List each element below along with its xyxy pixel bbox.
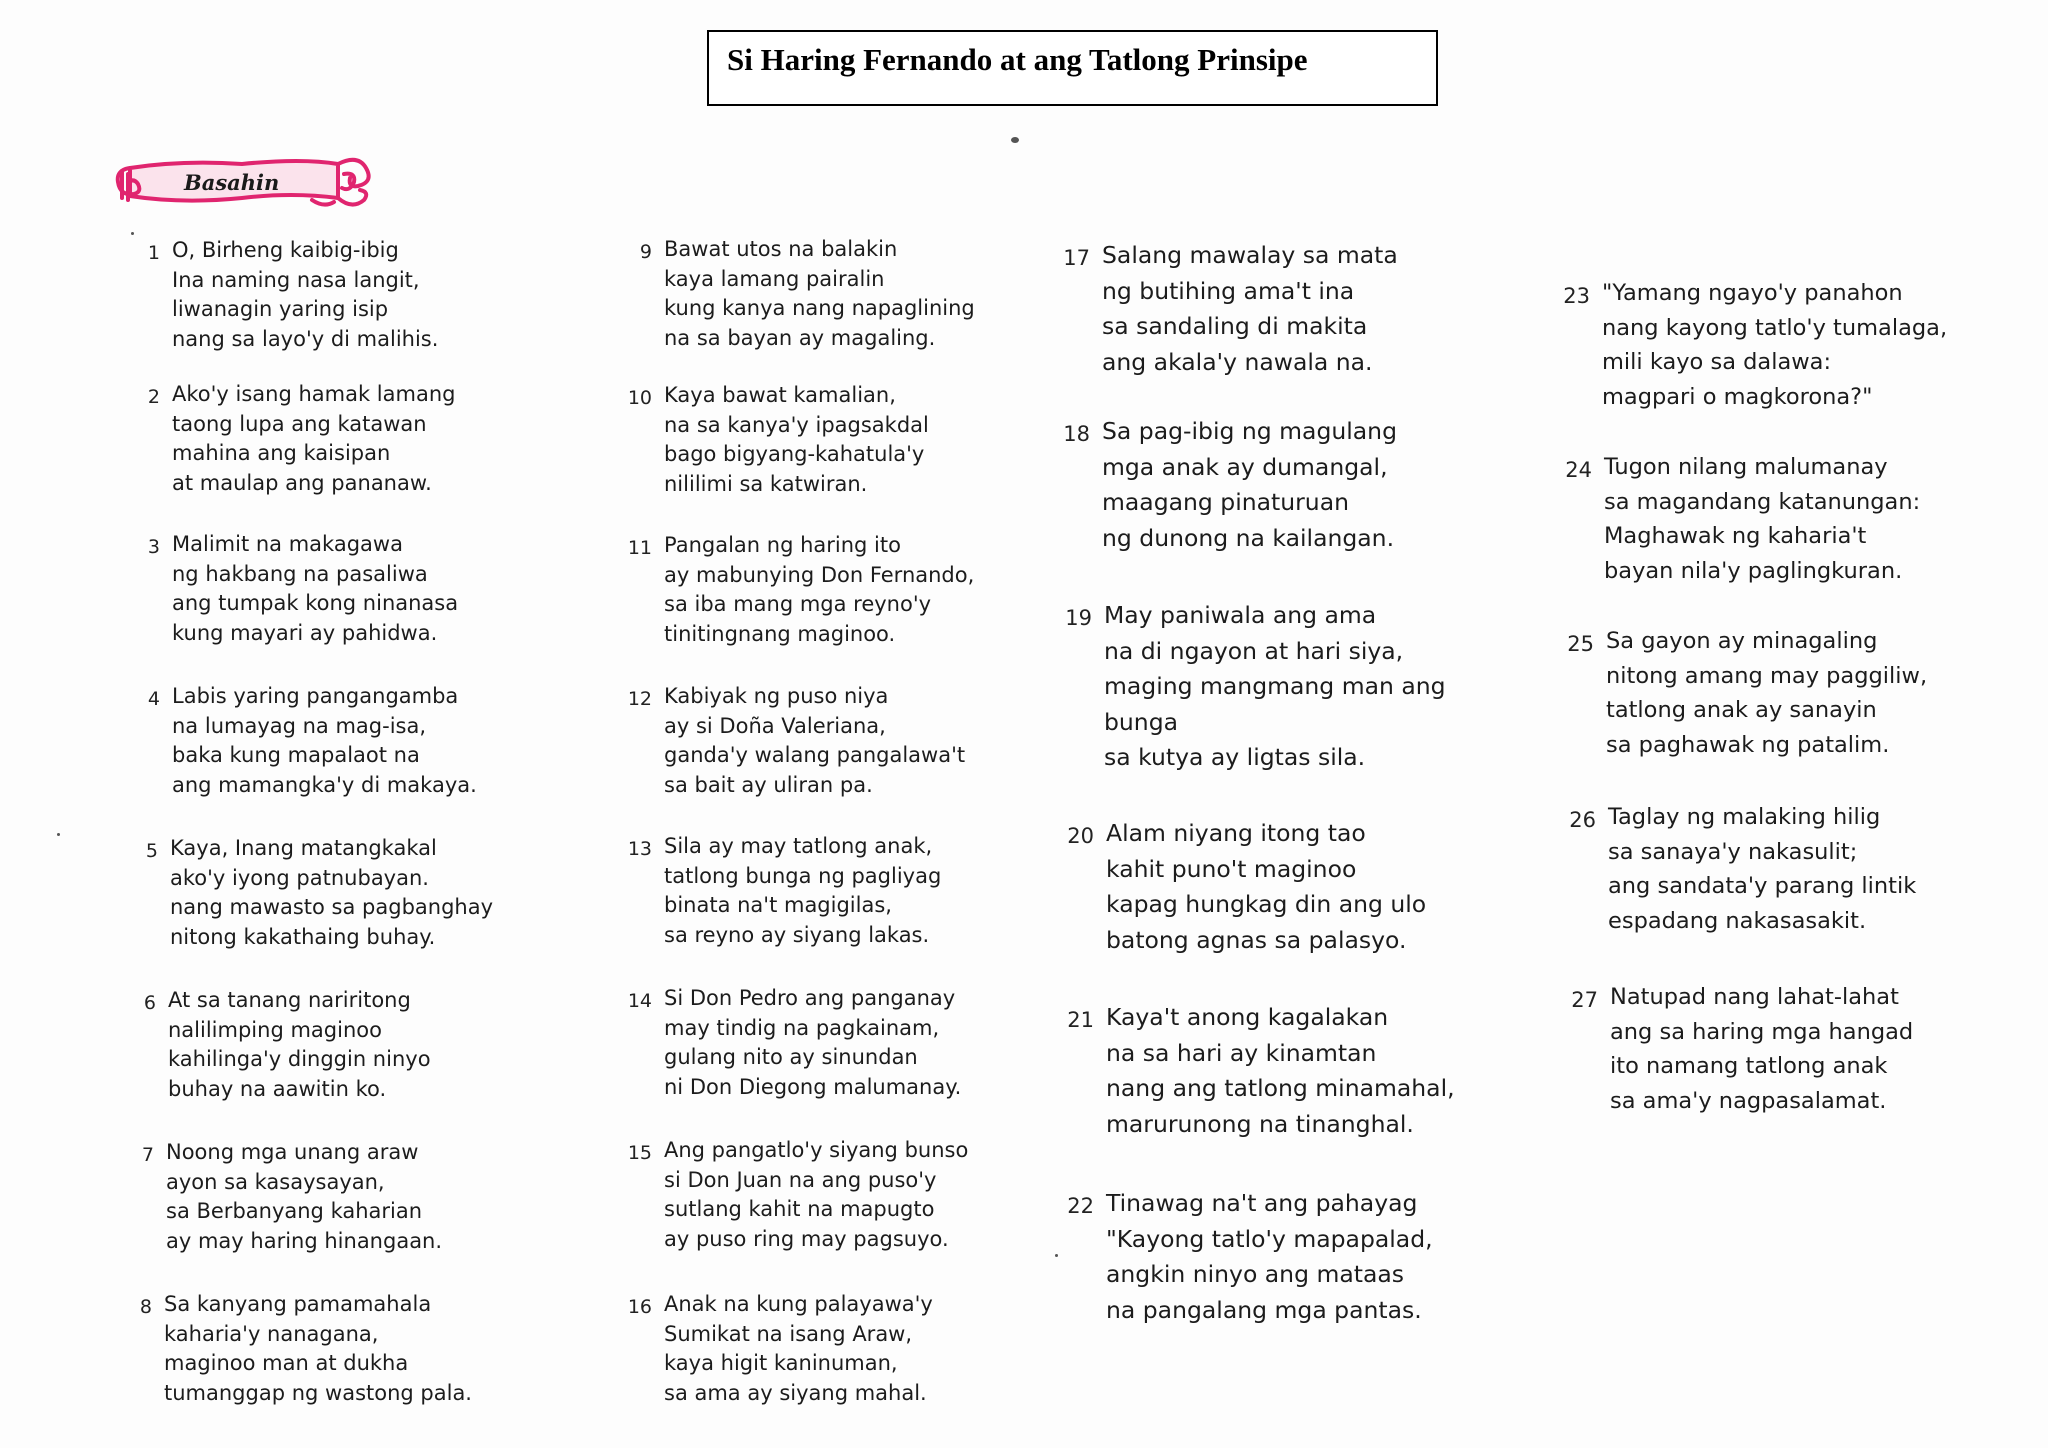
stanza-lines: [1106, 1186, 1433, 1328]
verse-line: angkin ninyo ang mataas: [1106, 1260, 1405, 1288]
verse-line: kaharia'y nanagana,: [164, 1321, 379, 1346]
stanza-lines: [172, 380, 455, 498]
stanza-lines: [172, 236, 438, 354]
verse-line: mili kayo sa dalawa:: [1602, 349, 1832, 375]
verse-line: ay puso ring may pagsuyo.: [664, 1226, 949, 1251]
verse-line: Anak na kung palayawa'y: [664, 1292, 933, 1316]
verse-line: ganda'y walang pangalawa't: [664, 743, 966, 767]
verse-line: tumanggap ng wastong pala.: [164, 1380, 472, 1405]
stanza-lines: [664, 235, 975, 353]
verse-line: sa reyno ay siyang lakas.: [664, 922, 930, 947]
scan-speck: [57, 833, 60, 836]
stanza-number: 11: [627, 537, 652, 559]
verse-line: sa sanaya'y nakasulit;: [1608, 838, 1858, 865]
verse-line: Tugon nilang malumanay: [1604, 454, 1888, 480]
verse-line: Sumikat na isang Araw,: [664, 1321, 913, 1346]
stanza-lines: [1610, 980, 1913, 1118]
verse-line: nang mawasto sa pagbanghay: [170, 895, 494, 919]
stanza-lines: [1604, 450, 1920, 588]
stanza-lines: [1106, 816, 1426, 958]
verse-line: ako'y iyong patnubayan.: [170, 865, 429, 890]
verse-line: sa iba mang mga reyno'y: [664, 592, 932, 616]
stanza-number: 8: [139, 1296, 152, 1318]
verse-line: bago bigyang-kahatula'y: [664, 442, 925, 466]
verse-line: nang ang tatlong minamahal,: [1106, 1074, 1455, 1102]
stanza-number: 12: [627, 688, 652, 710]
verse-line: tatlong bunga ng pagliyag: [664, 863, 942, 888]
verse-line: na sa hari ay kinamtan: [1106, 1038, 1377, 1067]
stanza-number: 10: [627, 387, 652, 409]
stanza-lines: [1102, 414, 1397, 556]
stanza-lines: [664, 832, 941, 950]
verse-line: mahina ang kaisipan: [172, 441, 391, 465]
basahin-banner: [112, 148, 374, 214]
verse-line: ng hakbang na pasaliwa: [172, 561, 428, 586]
verse-line: binata na't magigilas,: [664, 893, 892, 917]
verse-line: Salang mawalay sa mata: [1102, 241, 1398, 269]
verse-line: sutlang kahit na mapugto: [664, 1197, 935, 1221]
verse-line: buhay na aawitin ko.: [168, 1076, 387, 1101]
banner-label: Basahin: [184, 170, 280, 195]
verse-line: Pangalan ng haring ito: [664, 533, 901, 557]
verse-line: Malimit na makagawa: [172, 532, 403, 556]
stanza-number: 27: [1571, 988, 1598, 1012]
verse-line: Bawat utos na balakin: [664, 237, 898, 261]
stanza-number: 22: [1067, 1194, 1094, 1218]
verse-line: "Kayong tatlo'y mapapalad,: [1106, 1224, 1433, 1253]
stanza-lines: [1606, 624, 1927, 762]
verse-line: Kabiyak ng puso niya: [664, 684, 889, 708]
stanza-number: 25: [1567, 632, 1594, 656]
verse-line: kahit puno't maginoo: [1106, 854, 1357, 883]
verse-line: sa bait ay uliran pa.: [664, 772, 873, 797]
stanza-number: 3: [147, 536, 160, 558]
stanza-number: 6: [143, 992, 156, 1014]
verse-line: sa paghawak ng patalim.: [1606, 731, 1890, 758]
verse-line: bayan nila'y paglingkuran.: [1604, 557, 1903, 584]
stanza-lines: [164, 1290, 472, 1408]
verse-line: nalilimping maginoo: [168, 1017, 382, 1042]
stanza-lines: [664, 984, 961, 1102]
verse-line: Ako'y isang hamak lamang: [172, 382, 456, 406]
stanza-lines: [168, 986, 431, 1104]
stanza-lines: [1106, 1000, 1455, 1142]
verse-line: tatlong anak ay sanayin: [1606, 697, 1877, 723]
page-title: Si Haring Fernando at ang Tatlong Prinsipe: [727, 42, 1308, 77]
verse-line: ng dunong na kailangan.: [1102, 523, 1395, 552]
verse-line: kung kanya nang napaglining: [664, 296, 975, 320]
verse-line: batong agnas sa palasyo.: [1106, 925, 1407, 954]
verse-line: na pangalang mga pantas.: [1106, 1295, 1422, 1324]
verse-line: ayon sa kasaysayan,: [166, 1169, 385, 1194]
verse-line: marurunong na tinanghal.: [1106, 1109, 1414, 1138]
stanza-number: 14: [627, 990, 652, 1012]
verse-line: maging mangmang man ang: [1104, 672, 1446, 700]
verse-line: na lumayag na mag-isa,: [172, 713, 427, 738]
verse-line: nang sa layo'y di malihis.: [172, 326, 439, 351]
verse-line: gulang nito ay sinundan: [664, 1045, 918, 1069]
verse-line: Natupad nang lahat-lahat: [1610, 984, 1899, 1010]
stanza-lines: [1104, 598, 1446, 776]
verse-line: Sa kanyang pamamahala: [164, 1292, 432, 1316]
verse-line: liwanagin yaring isip: [172, 297, 389, 321]
verse-line: na sa bayan ay magaling.: [664, 325, 936, 350]
stanza-lines: [664, 381, 929, 499]
verse-line: Tinawag na't ang pahayag: [1106, 1189, 1418, 1217]
verse-line: Alam niyang itong tao: [1106, 819, 1366, 847]
stanza-lines: [664, 682, 965, 800]
verse-line: ng butihing ama't ina: [1102, 276, 1355, 305]
verse-line: Sa gayon ay minagaling: [1606, 628, 1878, 654]
verse-line: tinitingnang maginoo.: [664, 621, 896, 646]
verse-line: Sila ay may tatlong anak,: [664, 834, 933, 858]
verse-line: na di ngayon at hari siya,: [1104, 636, 1404, 665]
verse-line: nililimi sa katwiran.: [664, 471, 868, 496]
stanza-number: 2: [147, 386, 160, 408]
stanza-lines: [172, 682, 477, 800]
stanza-lines: [664, 1290, 933, 1408]
verse-line: At sa tanang nariritong: [168, 988, 411, 1012]
stanza-lines: [664, 1136, 968, 1254]
verse-line: ni Don Diegong malumanay.: [664, 1074, 962, 1099]
title-box: [707, 30, 1438, 106]
stanza-number: 19: [1065, 606, 1092, 630]
verse-line: Noong mga unang araw: [166, 1140, 419, 1164]
verse-line: ang sa haring mga hangad: [1610, 1018, 1914, 1045]
verse-line: "Yamang ngayo'y panahon: [1602, 280, 1903, 306]
verse-line: Kaya't anong kagalakan: [1106, 1003, 1389, 1031]
stanza-number: 9: [639, 241, 652, 263]
stanza-number: 5: [145, 840, 158, 862]
verse-line: O, Birheng kaibig-ibig: [172, 238, 399, 262]
stanza-number: 15: [627, 1142, 652, 1164]
verse-line: ay si Doña Valeriana,: [664, 713, 886, 738]
stanza-lines: [1102, 238, 1398, 380]
verse-line: nang kayong tatlo'y tumalaga,: [1602, 314, 1948, 341]
stanza-number: 17: [1063, 246, 1090, 270]
stanza-number: 4: [147, 688, 160, 710]
stanza-number: 16: [627, 1296, 652, 1318]
verse-line: Ang pangatlo'y siyang bunso: [664, 1138, 969, 1162]
verse-line: kapag hungkag din ang ulo: [1106, 890, 1427, 918]
verse-line: sa ama'y nagpasalamat.: [1610, 1087, 1887, 1114]
verse-line: Kaya, Inang matangkakal: [170, 836, 437, 860]
verse-line: baka kung mapalaot na: [172, 743, 420, 767]
verse-line: Maghawak ng kaharia't: [1604, 523, 1867, 549]
stanza-number: 26: [1569, 808, 1596, 832]
stanza-number: 13: [627, 838, 652, 860]
verse-line: kaya lamang pairalin: [664, 266, 885, 291]
verse-line: maginoo man at dukha: [164, 1351, 409, 1375]
stanza-lines: [1602, 276, 1947, 414]
verse-line: kaya higit kaninuman,: [664, 1351, 898, 1375]
verse-line: sa kutya ay ligtas sila.: [1104, 743, 1366, 771]
verse-line: mga anak ay dumangal,: [1102, 452, 1388, 481]
verse-line: si Don Juan na ang puso'y: [664, 1167, 937, 1192]
verse-line: sa Berbanyang kaharian: [166, 1199, 423, 1223]
stanza-number: 20: [1067, 824, 1094, 848]
stanza-number: 1: [147, 242, 160, 264]
verse-line: taong lupa ang katawan: [172, 411, 427, 436]
stanza-number: 7: [141, 1144, 154, 1166]
verse-line: ang mamangka'y di makaya.: [172, 772, 477, 797]
verse-line: Taglay ng malaking hilig: [1608, 804, 1881, 830]
stanza-lines: [166, 1138, 442, 1256]
verse-line: kahilinga'y dinggin ninyo: [168, 1047, 431, 1071]
stanza-number: 18: [1063, 422, 1090, 446]
stanza-lines: [172, 530, 458, 648]
verse-line: at maulap ang pananaw.: [172, 470, 432, 495]
verse-line: nitong amang may paggiliw,: [1606, 662, 1928, 689]
verse-line: ito namang tatlong anak: [1610, 1053, 1888, 1079]
scan-speck: [1055, 1254, 1058, 1257]
verse-line: ang akala'y nawala na.: [1102, 347, 1373, 376]
scan-speck: [131, 232, 134, 235]
verse-line: ay mabunying Don Fernando,: [664, 562, 975, 587]
verse-line: may tindig na pagkainam,: [664, 1015, 940, 1040]
stanza-number: 23: [1563, 284, 1590, 308]
verse-line: ang tumpak kong ninanasa: [172, 591, 459, 615]
stanza-number: 24: [1565, 458, 1592, 482]
verse-line: sa ama ay siyang mahal.: [664, 1380, 927, 1405]
verse-line: ang sandata'y parang lintik: [1608, 873, 1917, 899]
stanza-lines: [1608, 800, 1916, 938]
verse-line: sa sandaling di makita: [1102, 312, 1368, 340]
stanza-lines: [170, 834, 493, 952]
verse-line: May paniwala ang ama: [1104, 601, 1377, 629]
verse-line: Labis yaring pangangamba: [172, 684, 459, 708]
verse-line: na sa kanya'y ipagsakdal: [664, 412, 929, 437]
verse-line: ay may haring hinangaan.: [166, 1228, 443, 1253]
verse-line: nitong kakathaing buhay.: [170, 924, 436, 949]
verse-line: bunga: [1104, 707, 1179, 736]
stanza-number: 21: [1067, 1008, 1094, 1032]
verse-line: maagang pinaturuan: [1102, 488, 1349, 516]
verse-line: Kaya bawat kamalian,: [664, 383, 896, 407]
verse-line: sa magandang katanungan:: [1604, 488, 1921, 515]
verse-line: espadang nakasasakit.: [1608, 907, 1867, 934]
verse-line: magpari o magkorona?": [1602, 383, 1873, 410]
verse-line: Ina naming nasa langit,: [172, 267, 420, 292]
verse-line: Si Don Pedro ang panganay: [664, 986, 956, 1010]
stanza-lines: [664, 531, 974, 649]
verse-line: Sa pag-ibig ng magulang: [1102, 417, 1397, 445]
scan-speck: [1011, 137, 1019, 143]
verse-line: kung mayari ay pahidwa.: [172, 620, 438, 645]
